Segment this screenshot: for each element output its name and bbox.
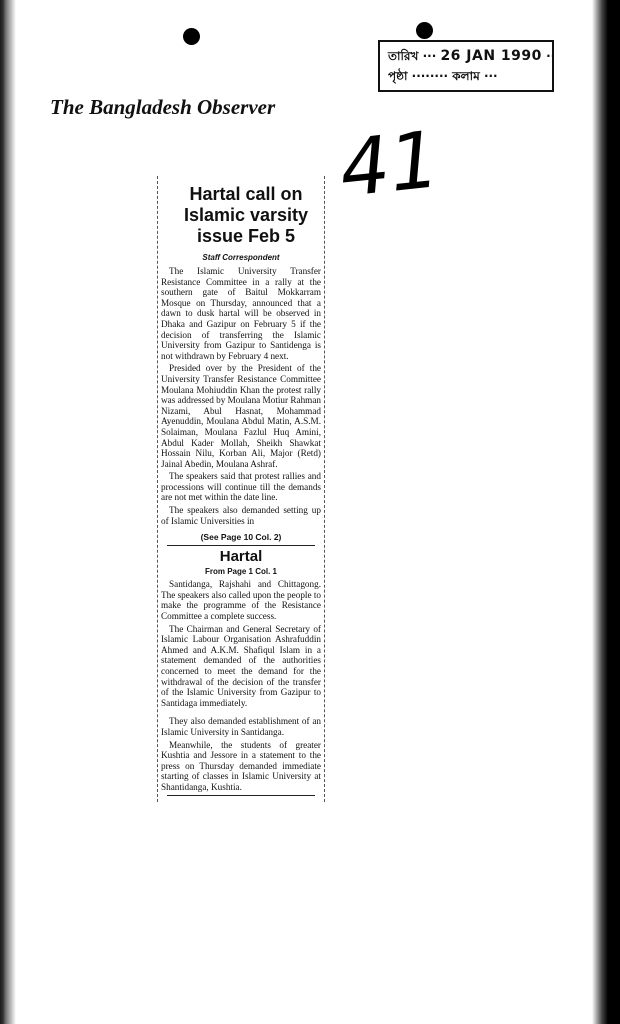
stamp-date-label: তারিখ [388, 49, 419, 63]
date-stamp: তারিখ ··· 26 JAN 1990 ·· পৃষ্ঠা ········ কলাম ··· [378, 40, 554, 92]
handwritten-number: 41 [335, 115, 444, 215]
article-headline [171, 184, 321, 247]
article-paragraph: The speakers also demanded setting up of Islamic Universities in [161, 505, 321, 526]
news-clipping [157, 176, 325, 802]
punch-hole-right [416, 22, 433, 39]
scan-edge-right [592, 0, 620, 1024]
continuation-paragraph: Santidanga, Rajshahi and Chittagong. The speakers also called upon the people to make the programme of the Resistance Committee a complete success. [161, 579, 321, 622]
headline-line: Islamic varsity [183, 205, 309, 225]
scan-edge-left [0, 0, 16, 1024]
article-paragraph: The speakers said that protest rallies and processions will continue till the demands are not met within the date line. [161, 471, 321, 503]
headline-line: issue Feb 5 [196, 226, 296, 246]
continuation-paragraph: The Chairman and General Secretary of Islamic Labour Organisation Ashrafuddin Ahmed and A.K.M. Shafiqul Islam in a statement demanded of the authorities concerned to meet the demand for the withdrawal of the decision of the transfer of the Islamic University from Gazipur to Santidaga immediately. [161, 623, 321, 708]
article-paragraph: The Islamic University Transfer Resistance Committee in a rally at the southern gate of Baitul Mokkarram Mosque on Thursday, announced that a dawn to dusk hartal will be observed in Dhaka and Gazipur on February 5 if the decision of transferring the Islamic University from Gazipur to Santidenga is not withdrawn by February 4 next. [161, 266, 321, 361]
headline-line: Hartal call on [189, 184, 303, 204]
continued-note: (See Page 10 Col. 2) [200, 532, 282, 543]
article-byline: Staff Correspondent [202, 253, 280, 262]
stamp-col-label: কলাম [452, 69, 480, 83]
continuation-title: Hartal [219, 548, 263, 566]
continuation-paragraph: They also demanded establishment of an Islamic University in Santidanga. [161, 716, 321, 737]
punch-hole-left [183, 28, 200, 45]
divider [167, 545, 315, 546]
divider [167, 795, 315, 796]
newspaper-masthead: The Bangladesh Observer [50, 95, 276, 119]
continuation-from: From Page 1 Col. 1 [204, 567, 278, 577]
stamp-page-label: পৃষ্ঠা [388, 69, 408, 83]
stamp-date-value: 26 JAN 1990 [440, 48, 542, 64]
article-paragraph: Presided over by the President of the University Transfer Resistance Committee Moulana Mohiuddin Khan the protest rally was addressed by Moulana Motiur Rahman Nizami, Abul Hasnat, Mohammad Ayenuddin, Moulana Abdul Matin, A.S.M. Solaiman, Moulana Fazlul Huq Amini, Abdul Kader Mollah, Sheikh Shawkat Hossain Nilu, Korban Ali, Major (Retd) Jainal Abedin, Moulana Ashraf. [161, 363, 321, 469]
continuation-paragraph: Meanwhile, the students of greater Kushtia and Jessore in a statement to the press on Thursday demanded immediate starting of classes in Islamic University at Shantidanga, Kushtia. [161, 739, 321, 792]
